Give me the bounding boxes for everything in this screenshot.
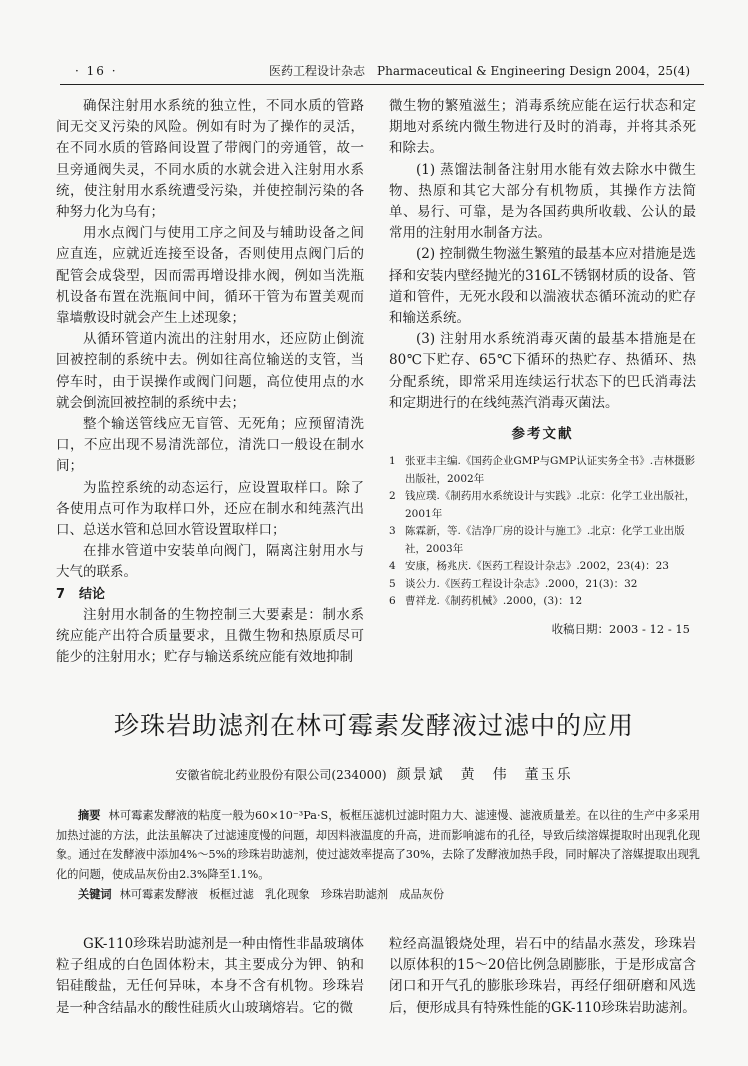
affiliation: 安徽省皖北药业股份有限公司(234000) xyxy=(175,768,387,782)
paragraph: (1) 蒸馏法制备注射用水能有效去除水中微生物、热原和其它大部分有机物质，其操作方法简单、易行、可靠，是为各国药典所收载、公认的最常用的注射用水制备方法。 xyxy=(389,161,696,242)
references-heading: 参考文献 xyxy=(511,426,574,443)
keywords-text: 林可霉素发酵液 板框过滤 乳化现象 珍珠岩助滤剂 成品灰份 xyxy=(119,888,445,901)
paragraph: (2) 控制微生物滋生繁殖的最基本应对措施是选择和安装内壁经抛光的316L不锈钢材质的设备、管道和管件，无死水段和以湍液状态循环流动的贮存和输送系统。 xyxy=(389,246,696,327)
article-body-right xyxy=(389,934,696,1019)
paragraph: 在排水管道中安装单向阀门，隔离注射用水与大气的联系。 xyxy=(56,543,364,581)
abstract xyxy=(56,806,700,884)
paragraph: (3) 注射用水系统消毒灭菌的最基本措施是在80℃下贮存、65℃下循环的热贮存、热循环、热分配系统，即常采用连续运行状态下的巴氏消毒法和定期进行的在线纯蒸汽消毒灭菌法。 xyxy=(389,331,696,411)
left-column xyxy=(56,96,364,668)
running-header xyxy=(0,60,748,82)
paragraph: 确保注射用水系统的独立性，不同水质的管路间无交叉污染的风险。例如有时为了操作的灵活，在不同水质的管路间设置了带阀门的旁通管，故一旦旁通阀失灵，不同水质的水就会进入注射用水系统，使注射用水系统遭受污染，并使控制污染的各种努力化为乌有； xyxy=(56,98,364,221)
paragraph: GK-110珍珠岩助滤剂是一种由惰性非晶玻璃体粒子组成的白色固体粉末，其主要成分为钾、钠和铝硅酸盐，无任何异味，本身不含有机物。珍珠岩是一种含结晶水的酸性硅质火山玻璃熔岩。它的微 xyxy=(56,936,364,1016)
paragraph: 整个输送管线应无盲管、无死角；应预留清洗口，不应出现不易清洗部位，清洗口一般设在制水间； xyxy=(56,416,364,475)
paragraph: 为监控系统的动态运行，应设置取样口。除了各使用点可作为取样口外，还应在制水和纯蒸汽出口、总送水管和总回水管设置取样口； xyxy=(56,479,364,539)
paragraph: 粒经高温锻烧处理，岩石中的结晶水蒸发，珍珠岩以原体积的15～20倍比例急剧膨胀，于是形成富含闭口和开气孔的膨胀珍珠岩，再经仔细研磨和风选后，便形成具有特殊性能的GK-110珍珠岩助滤剂。 xyxy=(389,936,696,1016)
reference-item: 1 张亚丰主编.《国药企业GMP与GMP认证实务全书》.吉林摄影出版社，2002年 xyxy=(389,455,696,485)
reference-item: 4 安康，杨兆庆.《医药工程设计杂志》.2002，23(4)：23 xyxy=(389,560,669,573)
section-title: 结论 xyxy=(79,586,106,602)
paragraph: 微生物的繁殖滋生；消毒系统应能在运行状态和定期地对系统内微生物进行及时的消毒，并将其杀死和除去。 xyxy=(389,98,696,157)
section-number: 7 xyxy=(56,586,66,602)
reference-item: 2 钱应璞.《制药用水系统设计与实践》.北京：化学工业出版社，2001年 xyxy=(389,490,696,520)
received-date: 收稿日期：2003 - 12 - 15 xyxy=(551,621,690,636)
author-line xyxy=(0,764,748,784)
paragraph: 用水点阀门与使用工序之间及与辅助设备之间应直连，应就近连接至设备，否则使用点阀门后的配管会成袋型，因而需再增设排水阀，例如当洗瓶机设备布置在洗瓶间中间，循环干管为布置美观而靠墙敷设时就会产生上述现象； xyxy=(56,225,364,327)
journal-title: 医药工程设计杂志 Pharmaceutical & Engineering Design 2004，25(4) xyxy=(269,64,690,78)
author-names: 颜景斌 黄 伟 董玉乐 xyxy=(396,767,573,783)
section-heading xyxy=(56,584,364,605)
keywords xyxy=(56,886,700,902)
abstract-label: 摘要 xyxy=(78,809,101,822)
header-rule xyxy=(60,84,704,85)
article-body-left xyxy=(56,934,364,1019)
reference-item: 6 曹祥龙.《制药机械》.2000，(3)：12 xyxy=(389,595,583,608)
abstract-text: 林可霉素发酵液的粘度一般为60×10⁻³Pa·S，板框压滤机过滤时阻力大、滤速慢、滤液质量差。在以往的生产中多采用加热过滤的方法，此法虽解决了过滤速度慢的问题，却因料液温度的升高，进而影响滤布的孔径，导致后续溶媒提取时出现乳化现象。通过在发酵液中添加4%～5%的珍珠岩助滤剂，使过滤效率提高了30%，去除了发酵液加热手段，同时解决了溶媒提取出现乳化的问题，使成品灰份由2.3%降至1.1%。 xyxy=(56,809,700,881)
conclusion-paragraph: 注射用水制备的生物控制三大要素是：制水系统应能产出符合质量要求，且微生物和热原质尽可能少的注射用水；贮存与输送系统应能有效地抑制 xyxy=(56,606,364,666)
page-number: · 16 · xyxy=(75,64,118,78)
reference-list xyxy=(389,453,696,611)
reference-item: 5 谈公力.《医药工程设计杂志》.2000，21(3)：32 xyxy=(389,577,638,590)
reference-item: 3 陈霖新，等.《洁净厂房的设计与施工》.北京：化学工业出版社，2003年 xyxy=(389,525,685,555)
right-column xyxy=(389,96,696,640)
article-title: 珍珠岩助滤剂在林可霉素发酵液过滤中的应用 xyxy=(113,711,634,740)
paragraph: 从循环管道内流出的注射用水，还应防止倒流回被控制的系统中去。例如往高位输送的支管，当停车时，由于误操作或阀门问题，高位使用点的水就会倒流回被控制的系统中去； xyxy=(56,331,364,411)
keywords-label: 关键词 xyxy=(78,888,112,901)
